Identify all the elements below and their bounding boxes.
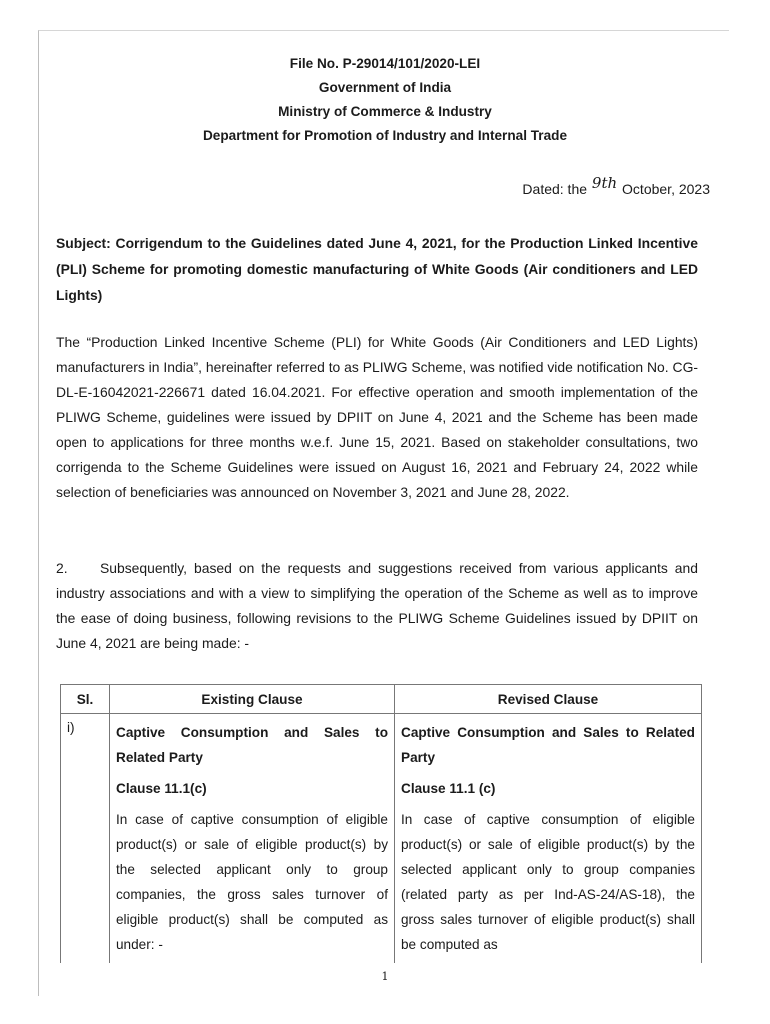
existing-clause-title: Captive Consumption and Sales to Related Party [116, 725, 388, 765]
subject-line: Subject: Corrigendum to the Guidelines dated June 4, 2021, for the Production Linked Incentive (PLI) Scheme for promoting domestic manufacturing of White Goods (Air conditioners and LED Lights) [56, 235, 698, 303]
table-row [61, 714, 702, 964]
paragraph-2-text: Subsequently, based on the requests and suggestions received from various applicants and industry associations and with a view to simplifying the operation of the Scheme as well as to improve the ease of doing business, following revisions to the PLIWG Scheme Guidelines issued by DPIIT on June 4, 2021 are being made: - [56, 560, 698, 651]
revised-clause-body: In case of captive consumption of eligible product(s) or sale of eligible product(s) by the selected applicant only to group companies (related party as per Ind-AS-24/AS-18), the gross sales turnover of eligible product(s) shall be computed as [401, 812, 695, 952]
existing-clause-ref: Clause 11.1(c) [116, 781, 207, 796]
department-line: Department for Promotion of Industry and Internal Trade [202, 128, 568, 143]
header-existing-clause: Existing Clause [110, 685, 395, 714]
row-sl: i) [61, 714, 110, 964]
revised-clause-ref: Clause 11.1 (c) [401, 781, 496, 796]
header-sl: Sl. [61, 685, 110, 714]
revised-clause-title: Captive Consumption and Sales to Related Party [401, 725, 695, 765]
handwritten-day: 9th [591, 174, 618, 192]
page-number: 1 [381, 970, 389, 983]
existing-clause-body: In case of captive consumption of eligible product(s) or sale of eligible product(s) by the selected applicant only to group companies, the gross sales turnover of eligible product(s) shall be computed as under: - [116, 812, 388, 952]
paragraph-number: 2. [56, 560, 68, 576]
revised-clause-cell [395, 714, 702, 964]
existing-clause-cell [110, 714, 395, 964]
revisions-table [60, 684, 702, 963]
government-line: Government of India [318, 80, 452, 95]
ministry-line: Ministry of Commerce & Industry [278, 104, 492, 119]
paragraph-1: The “Production Linked Incentive Scheme (PLI) for White Goods (Air Conditioners and LED Lights) manufacturers in India”, hereinafter referred to as PLIWG Scheme, was notified vide notification No. CG-DL-E-16042021-226671 dated 16.04.2021. For effective operation and smooth implementation of the PLIWG Scheme, guidelines were issued by DPIIT on June 4, 2021 and the Scheme has been made open to applications for three months w.e.f. June 15, 2021. Based on stakeholder consultations, two corrigenda to the Scheme Guidelines were issued on August 16, 2021 and February 24, 2022 while selection of beneficiaries was announced on November 3, 2021 and June 28, 2022. [56, 334, 698, 500]
header-revised-clause: Revised Clause [395, 685, 702, 714]
date-prefix: Dated: the [522, 181, 588, 197]
table-header-row [61, 685, 702, 714]
file-number: File No. P-29014/101/2020-LEI [289, 56, 481, 71]
date-rest: October, 2023 [622, 181, 710, 197]
